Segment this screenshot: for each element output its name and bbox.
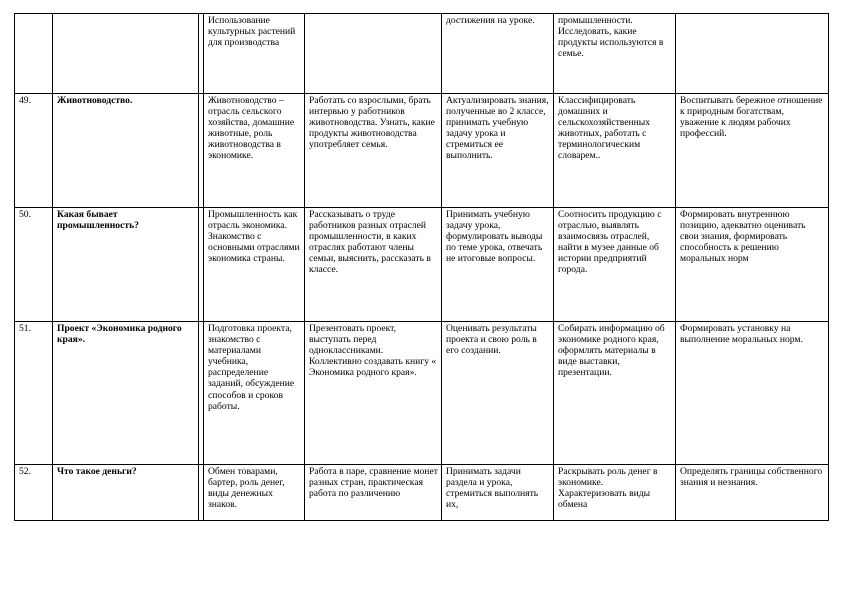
student-activity: Работать со взрослыми, брать интервью у работников животноводства. Узнать, какие продукты животноводства употребляет семья. [305, 94, 442, 208]
cognitive-skills: Собирать информацию об экономике родного края, оформлять материалы в виде выставки, презентации. [554, 322, 676, 465]
lesson-topic: Проект «Экономика родного края». [53, 322, 199, 465]
regulative-skills: Принимать задачи раздела и урока, стремиться выполнять их, [442, 465, 554, 521]
regulative-skills: Принимать учебную задачу урока, формулировать выводы по теме урока, отвечать не итоговые вопросы. [442, 208, 554, 322]
table-row [15, 322, 829, 465]
lesson-topic: Животноводство. [53, 94, 199, 208]
lesson-plan-table [14, 13, 829, 521]
lesson-content: Обмен товарами, бартер, роль денег, виды денежных знаков. [204, 465, 305, 521]
lesson-topic: Что такое деньги? [53, 465, 199, 521]
table-row [15, 14, 829, 94]
personal-results: Определять границы собственного знания и незнания. [676, 465, 829, 521]
lesson-content: Использование культурных растений для производства [204, 14, 305, 94]
lesson-number: 49. [15, 94, 53, 208]
student-activity [305, 14, 442, 94]
regulative-skills: Оценивать результаты проекта и свою роль в его создании. [442, 322, 554, 465]
lesson-number: 51. [15, 322, 53, 465]
table-row [15, 208, 829, 322]
lesson-content: Промышленность как отрасль экономика. Знакомство с основными отраслями экономика страны. [204, 208, 305, 322]
student-activity: Работа в паре, сравнение монет разных стран, практическая работа по различению [305, 465, 442, 521]
lesson-content: Животноводство – отрасль сельского хозяйства, домашние животные, роль животноводства в экономике. [204, 94, 305, 208]
table-row [15, 94, 829, 208]
cognitive-skills: Раскрывать роль денег в экономике. Характеризовать виды обмена [554, 465, 676, 521]
cognitive-skills: Классифицировать домашних и сельскохозяйственных животных, работать с терминологическим словарем.. [554, 94, 676, 208]
lesson-topic [53, 14, 199, 94]
lesson-number: 52. [15, 465, 53, 521]
lesson-number [15, 14, 53, 94]
lesson-topic: Какая бывает промышленность? [53, 208, 199, 322]
personal-results: Воспитывать бережное отношение к природным богатствам, уважение к людям рабочих профессий. [676, 94, 829, 208]
lesson-number: 50. [15, 208, 53, 322]
personal-results [676, 14, 829, 94]
regulative-skills: Актуализировать знания, полученные во 2 классе, принимать учебную задачу урока и стремиться ее выполнить. [442, 94, 554, 208]
student-activity: Презентовать проект, выступать перед одноклассниками. Коллективно создавать книгу « Экономика родного края». [305, 322, 442, 465]
regulative-skills: достижения на уроке. [442, 14, 554, 94]
personal-results: Формировать внутреннюю позицию, адекватно оценивать свои знания, формировать способность к решению моральных норм [676, 208, 829, 322]
lesson-content: Подготовка проекта, знакомство с материалами учебника, распределение заданий, обсуждение способов и сроков работы. [204, 322, 305, 465]
student-activity: Рассказывать о труде работников разных отраслей промышленности, в каких отраслях работают члены семьи, выяснить, рассказать в классе. [305, 208, 442, 322]
cognitive-skills: промышленности. Исследовать, какие продукты используются в семье. [554, 14, 676, 94]
cognitive-skills: Соотносить продукцию с отраслью, выявлять взаимосвязь отраслей, найти в музее данные об истории предприятий города. [554, 208, 676, 322]
table-row [15, 465, 829, 521]
personal-results: Формировать установку на выполнение моральных норм. [676, 322, 829, 465]
